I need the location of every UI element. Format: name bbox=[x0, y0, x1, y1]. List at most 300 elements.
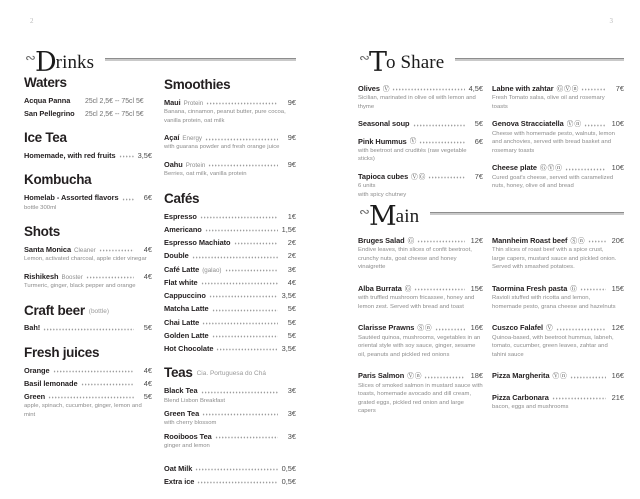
item-name: Black Tea bbox=[164, 386, 198, 396]
leader-dots bbox=[588, 240, 606, 244]
group-smoothies bbox=[164, 78, 296, 179]
nuts-icon: ⓝ bbox=[414, 372, 422, 380]
menu-item bbox=[358, 371, 483, 416]
item-price: 15€ bbox=[611, 283, 624, 293]
ornament-swirl: ∾ bbox=[359, 51, 370, 66]
item-sizes: 25cl 2,5€ -- 75cl 5€ bbox=[85, 111, 144, 119]
menu-item bbox=[492, 323, 624, 359]
item-price: 4,5€ bbox=[468, 84, 483, 93]
item-list bbox=[24, 245, 152, 291]
leader-dots bbox=[208, 164, 278, 168]
leader-dots bbox=[202, 321, 278, 325]
item-list bbox=[24, 323, 152, 332]
menu-item bbox=[164, 265, 296, 274]
dietary-icons bbox=[383, 87, 390, 94]
menu-item bbox=[164, 304, 296, 313]
item-price: 7€ bbox=[615, 84, 624, 93]
group-title: Ice Tea bbox=[24, 130, 67, 146]
item-price: 1,5€ bbox=[281, 224, 296, 234]
menu-item bbox=[164, 291, 296, 300]
item-price: 6€ bbox=[474, 136, 483, 146]
menu-item bbox=[164, 212, 296, 221]
item-name: Rooiboos Tea bbox=[164, 431, 212, 441]
item-name: Chai Latte bbox=[164, 317, 200, 327]
menu-item bbox=[358, 323, 483, 359]
leader-dots bbox=[428, 176, 465, 180]
item-tag: Protein bbox=[183, 100, 204, 108]
item-name: Cheese plate bbox=[492, 163, 537, 173]
column-main-left bbox=[358, 236, 483, 428]
item-name: Bah! bbox=[24, 323, 41, 333]
leader-dots bbox=[424, 375, 465, 379]
section-title-to-share-rest: o Share bbox=[386, 52, 445, 73]
leader-dots bbox=[202, 413, 278, 417]
dietary-icons bbox=[570, 239, 584, 246]
leader-dots bbox=[552, 396, 606, 400]
item-list bbox=[164, 212, 296, 354]
group-waters bbox=[24, 76, 152, 118]
item-list bbox=[492, 84, 624, 191]
leader-dots bbox=[206, 102, 278, 106]
item-name: Tapioca cubes bbox=[358, 172, 409, 181]
gluten-free-icon: Ⓖ bbox=[418, 173, 426, 181]
dietary-icons bbox=[408, 239, 415, 246]
item-description: Thin slices of roast beef with a spice crust, large capers, mustard sauce and pickled onion. Served with smashed potatoes. bbox=[492, 247, 617, 271]
leader-dots bbox=[43, 327, 134, 331]
item-description: ginger and lemon bbox=[164, 443, 210, 450]
item-list bbox=[24, 151, 152, 160]
group-kombucha bbox=[24, 173, 152, 212]
menu-item bbox=[24, 109, 152, 118]
item-tag: Protein bbox=[185, 162, 206, 170]
item-description: Banana, cinnamon, peanut butter, pure cocoa, vanilla protein, oat milk bbox=[164, 109, 286, 124]
item-list bbox=[358, 236, 483, 416]
item-name: Labne with zahtar bbox=[492, 84, 554, 93]
menu-item bbox=[24, 151, 152, 160]
item-name: Orange bbox=[24, 365, 50, 375]
group-ice-tea bbox=[24, 131, 152, 160]
menu-item bbox=[164, 331, 296, 340]
item-list bbox=[164, 386, 296, 450]
leader-dots bbox=[581, 88, 606, 92]
gluten-free-icon: Ⓖ bbox=[570, 285, 577, 293]
ornament-swirl: ∾ bbox=[25, 51, 36, 66]
item-price: 5€ bbox=[287, 317, 296, 327]
item-name: Mannheim Roast beef bbox=[492, 236, 568, 245]
item-list bbox=[358, 84, 483, 199]
item-name: Santa Monica bbox=[24, 244, 72, 254]
menu-item bbox=[358, 119, 483, 128]
item-name: Golden Latte bbox=[164, 330, 209, 340]
divider-rule bbox=[430, 212, 624, 215]
dietary-icons bbox=[540, 166, 562, 173]
item-name: Green Tea bbox=[164, 409, 200, 419]
item-price: 9€ bbox=[287, 133, 296, 143]
gluten-free-icon: Ⓖ bbox=[407, 237, 415, 245]
section-header-to-share bbox=[358, 46, 624, 78]
item-name: San Pellegrino bbox=[24, 109, 75, 119]
item-name: Pink Hummus bbox=[358, 136, 407, 146]
nuts-icon: ⓝ bbox=[560, 372, 567, 380]
item-price: 2€ bbox=[287, 238, 296, 248]
leader-dots bbox=[215, 436, 278, 440]
leader-dots bbox=[225, 268, 279, 272]
item-description: Cheese with homemade pesto, walnuts, lemon and anchovies, served with bread basket and rosemary toasts bbox=[492, 130, 615, 154]
group-shots bbox=[24, 225, 152, 290]
vegan-icon: Ⓥ bbox=[411, 173, 418, 181]
vegetarian-icon: Ⓥ bbox=[566, 121, 574, 129]
item-list bbox=[24, 193, 152, 212]
leader-dots bbox=[212, 335, 278, 339]
item-name: Seasonal soup bbox=[358, 119, 410, 129]
item-price: 1€ bbox=[287, 211, 296, 221]
menu-item bbox=[164, 386, 296, 405]
menu-item bbox=[24, 323, 152, 332]
menu-item bbox=[164, 98, 296, 125]
leader-dots bbox=[209, 295, 278, 299]
item-description: Turmeric, ginger, black pepper and orange bbox=[24, 283, 136, 289]
vegetarian-icon: Ⓥ bbox=[564, 85, 571, 93]
vegan-icon: Ⓥ bbox=[546, 324, 553, 332]
leader-dots bbox=[584, 123, 606, 127]
item-name: Rishikesh bbox=[24, 271, 59, 281]
item-price: 0,5€ bbox=[281, 476, 296, 486]
leader-dots bbox=[570, 375, 606, 379]
spacer bbox=[164, 455, 296, 464]
nuts-icon: ⓝ bbox=[574, 121, 581, 129]
item-price: 4€ bbox=[143, 244, 152, 254]
item-name: Green bbox=[24, 392, 46, 401]
dietary-icons bbox=[570, 287, 577, 294]
leader-dots bbox=[565, 167, 606, 171]
item-description: Blend Lisbon Breakfast bbox=[164, 397, 226, 404]
item-price: 4€ bbox=[143, 271, 152, 281]
item-price: 9€ bbox=[287, 160, 296, 170]
menu-item bbox=[358, 284, 483, 311]
item-description: Sicilian, marinated in olive oil with lemon and thyme bbox=[358, 95, 476, 110]
menu-item bbox=[492, 371, 624, 380]
section-title-to-share bbox=[358, 46, 445, 78]
group-note: (bottle) bbox=[88, 307, 110, 315]
leader-dots bbox=[205, 137, 278, 141]
menu-item bbox=[492, 84, 624, 111]
menu-item bbox=[164, 160, 296, 179]
group-note: Cia. Portuguesa do Chá bbox=[196, 370, 266, 378]
item-price: 3€ bbox=[287, 386, 296, 396]
item-price: 5€ bbox=[143, 392, 152, 401]
group-title bbox=[24, 304, 152, 319]
dietary-icons bbox=[546, 326, 553, 333]
menu-item bbox=[358, 236, 483, 272]
dietary-icons bbox=[557, 87, 579, 94]
item-price: 5€ bbox=[287, 330, 296, 340]
divider-rule bbox=[105, 58, 296, 61]
item-name: Olives bbox=[358, 84, 380, 93]
item-price: 6€ bbox=[143, 193, 152, 203]
menu-item bbox=[24, 392, 152, 419]
leader-dots bbox=[81, 383, 134, 387]
item-name: Pizza Carbonara bbox=[492, 392, 549, 402]
item-list bbox=[24, 96, 152, 119]
item-description: Quinoa-based, with beetroot hummus, labneh, tomato, cucumber, green leaves, zahtar and tahini sauce bbox=[492, 334, 614, 358]
leader-dots bbox=[413, 123, 465, 127]
menu-item bbox=[492, 119, 624, 155]
leader-dots bbox=[580, 288, 606, 292]
item-description: Lemon, activated charcoal, apple cider vinegar bbox=[24, 256, 147, 263]
leader-dots bbox=[195, 467, 278, 471]
leader-dots bbox=[216, 348, 278, 352]
item-name: Taormina Fresh pasta bbox=[492, 283, 568, 293]
group-title: Fresh juices bbox=[24, 344, 100, 360]
item-price: 2€ bbox=[287, 251, 296, 261]
item-description: with truffled mushroom fricassee, honey and lemon zest. Served with bread and toast bbox=[358, 295, 475, 310]
column-drinks-right bbox=[164, 78, 296, 499]
menu-item bbox=[164, 464, 296, 473]
nuts-icon: ⓝ bbox=[555, 164, 562, 172]
item-price: 16€ bbox=[470, 323, 483, 333]
item-price: 16€ bbox=[611, 371, 624, 381]
menu-item bbox=[164, 238, 296, 247]
leader-dots bbox=[99, 249, 134, 253]
item-description: Sautéed quinoa, mushrooms, vegetables in an oriental style with soy sauce, ginger, sesame oil, peanuts and pickled red onions bbox=[358, 334, 481, 358]
item-tag: Booster bbox=[61, 274, 83, 281]
item-description: Berries, oat milk, vanilla protein bbox=[164, 171, 247, 178]
menu-item bbox=[24, 96, 152, 105]
leader-dots bbox=[556, 327, 606, 331]
dropcap-main: M bbox=[369, 201, 396, 232]
leader-dots bbox=[200, 215, 278, 219]
leader-dots bbox=[417, 240, 465, 244]
leader-dots bbox=[53, 369, 134, 373]
item-name: Hot Chocolate bbox=[164, 344, 214, 354]
item-name: Maui bbox=[164, 97, 181, 107]
dietary-icons bbox=[553, 374, 567, 381]
group-craft-beer bbox=[24, 304, 152, 333]
item-price: 7€ bbox=[474, 172, 483, 181]
item-name: Bruges Salad bbox=[358, 236, 405, 245]
menu-item bbox=[164, 409, 296, 428]
gluten-free-icon: Ⓖ bbox=[556, 85, 564, 93]
leader-dots bbox=[414, 288, 465, 292]
leader-dots bbox=[212, 308, 278, 312]
item-price: 3€ bbox=[287, 409, 296, 419]
section-title-drinks-rest: rinks bbox=[55, 52, 95, 73]
menu-item bbox=[164, 344, 296, 353]
item-description: apple, spinach, cucumber, ginger, lemon and mint bbox=[24, 403, 142, 418]
column-to-share-left bbox=[358, 84, 483, 207]
menu-item bbox=[24, 366, 152, 375]
item-tag: Cleaner bbox=[74, 247, 96, 255]
leader-dots bbox=[197, 481, 278, 485]
group-cafes bbox=[164, 192, 296, 354]
column-main-right bbox=[492, 236, 624, 423]
item-price: 5€ bbox=[143, 323, 152, 333]
item-name: Paris Salmon bbox=[358, 371, 405, 381]
item-price: 3,5€ bbox=[137, 151, 152, 161]
item-description: with beetroot and crudités (raw vegetable sticks) bbox=[358, 147, 467, 163]
group-fresh-juices bbox=[24, 346, 152, 420]
item-description: Slices of smoked salmon in mustard sauce with toasts, homemade avocado and dill cream, grated eggs, pickled red onion and large capers bbox=[358, 382, 483, 415]
item-name: Café Latte bbox=[164, 264, 200, 274]
item-name: Extra ice bbox=[164, 476, 195, 486]
item-price: 3€ bbox=[287, 431, 296, 441]
menu-item bbox=[492, 163, 624, 190]
menu-item bbox=[164, 432, 296, 451]
item-price: 15€ bbox=[470, 283, 483, 293]
leader-dots bbox=[201, 282, 278, 286]
item-price: 9€ bbox=[287, 97, 296, 107]
item-description: bacon, eggs and mushrooms bbox=[492, 403, 569, 410]
item-name: Alba Burrata bbox=[358, 283, 402, 293]
group-title bbox=[164, 366, 296, 381]
item-name: Oahu bbox=[164, 160, 183, 170]
vegan-icon: Ⓥ bbox=[409, 138, 417, 146]
leader-dots bbox=[119, 155, 134, 159]
leader-dots bbox=[86, 276, 134, 280]
item-price: 4€ bbox=[287, 277, 296, 287]
item-price: 10€ bbox=[611, 163, 624, 173]
section-title-main-rest: ain bbox=[395, 206, 420, 227]
leader-dots bbox=[192, 255, 278, 259]
section-header-drinks bbox=[24, 46, 296, 78]
item-name: Cuszco Falafel bbox=[492, 323, 544, 333]
menu-item bbox=[164, 225, 296, 234]
menu-item bbox=[164, 251, 296, 260]
dropcap-to-share: T bbox=[369, 47, 387, 78]
leader-dots bbox=[234, 242, 278, 246]
item-name: Pizza Margherita bbox=[492, 371, 550, 381]
item-name: Clarisse Prawns bbox=[358, 323, 415, 333]
dietary-icons bbox=[405, 287, 412, 294]
item-tag: (galao) bbox=[202, 266, 222, 274]
section-title-drinks bbox=[24, 46, 95, 78]
dietary-icons bbox=[407, 374, 421, 381]
spicy-icon: Ⓢ bbox=[417, 324, 424, 332]
dietary-icons bbox=[417, 326, 431, 333]
group-title: Cafés bbox=[164, 190, 200, 206]
item-name: Homemade, with red fruits bbox=[24, 151, 116, 161]
group-title-text: Craft beer bbox=[24, 302, 85, 318]
item-price: 20€ bbox=[611, 236, 624, 245]
item-price: 5€ bbox=[287, 304, 296, 314]
item-description: Ravioli stuffed with ricotta and lemon, homemade pesto, grana cheese and hazelnuts bbox=[492, 295, 616, 310]
menu-item bbox=[24, 272, 152, 291]
vegetarian-icon: Ⓥ bbox=[547, 164, 555, 172]
spicy-icon: Ⓢ bbox=[570, 237, 578, 245]
menu-item bbox=[358, 84, 483, 111]
nuts-icon: ⓝ bbox=[571, 85, 579, 93]
item-list bbox=[24, 366, 152, 420]
nuts-icon: ⓝ bbox=[424, 324, 432, 332]
item-name: Cappuccino bbox=[164, 291, 206, 301]
folio-right: 3 bbox=[609, 17, 613, 25]
item-price: 3,5€ bbox=[281, 291, 296, 301]
item-sizes: 25cl 2,5€ -- 75cl 5€ bbox=[85, 97, 144, 105]
dietary-icons bbox=[411, 175, 425, 182]
menu-item bbox=[24, 193, 152, 212]
item-description: Cured goat's cheese, served with caramelized nuts, honey, olive oil and bread bbox=[492, 174, 614, 190]
menu-item bbox=[358, 172, 483, 199]
ornament-swirl: ∾ bbox=[359, 205, 370, 220]
leader-dots bbox=[392, 88, 465, 92]
item-name: Homelab - Assorted flavors bbox=[24, 193, 119, 203]
group-title-text: Teas bbox=[164, 365, 193, 381]
item-price: 0,5€ bbox=[281, 463, 296, 473]
item-list bbox=[164, 98, 296, 179]
item-price: 21€ bbox=[611, 392, 624, 402]
folio-left: 2 bbox=[30, 17, 34, 25]
item-name: Americano bbox=[164, 224, 202, 234]
group-title: Shots bbox=[24, 224, 61, 240]
item-price: 4€ bbox=[143, 378, 152, 388]
group-title: Kombucha bbox=[24, 172, 92, 188]
item-description: with cherry blossom bbox=[164, 420, 217, 427]
column-drinks-left bbox=[24, 76, 152, 432]
divider-rule bbox=[455, 58, 624, 61]
item-price: 3,5€ bbox=[281, 344, 296, 354]
item-description: 6 units with spicy chutney bbox=[358, 183, 407, 198]
item-price: 4€ bbox=[143, 365, 152, 375]
menu-item bbox=[492, 284, 624, 311]
item-description: Endive leaves, thin slices of confit beetroot, crunchy nuts, goat cheese and honey vinaigrette bbox=[358, 247, 472, 271]
item-description: bottle 300ml bbox=[24, 204, 57, 211]
item-name: Açaí bbox=[164, 133, 180, 143]
menu-item bbox=[358, 137, 483, 164]
item-name: Matcha Latte bbox=[164, 304, 209, 314]
menu-item bbox=[24, 379, 152, 388]
item-description: with guarana powder and fresh orange juice bbox=[164, 144, 280, 151]
item-price: 10€ bbox=[611, 119, 624, 129]
dropcap-drinks: D bbox=[35, 47, 56, 78]
menu-item bbox=[492, 236, 624, 272]
item-name: Espresso bbox=[164, 211, 197, 221]
menu-item bbox=[164, 133, 296, 152]
menu-item bbox=[492, 393, 624, 412]
leader-dots bbox=[205, 229, 278, 233]
group-title: Smoothies bbox=[164, 77, 231, 92]
item-price: 5€ bbox=[474, 119, 483, 129]
gluten-free-icon: Ⓖ bbox=[404, 285, 412, 293]
nuts-icon: ⓝ bbox=[578, 237, 585, 245]
menu-item bbox=[164, 477, 296, 486]
item-price: 3€ bbox=[287, 264, 296, 274]
leader-dots bbox=[419, 140, 465, 144]
item-name: Espresso Machiato bbox=[164, 238, 231, 248]
vegetarian-icon: Ⓥ bbox=[552, 372, 560, 380]
item-price: 12€ bbox=[611, 323, 624, 333]
vegan-icon: Ⓥ bbox=[382, 85, 390, 93]
menu-item bbox=[164, 318, 296, 327]
item-tag: Energy bbox=[182, 135, 203, 143]
item-price: 12€ bbox=[470, 236, 483, 245]
item-name: Double bbox=[164, 251, 189, 261]
item-name: Oat Milk bbox=[164, 463, 193, 473]
item-price: 18€ bbox=[470, 371, 483, 381]
dietary-icons bbox=[410, 139, 417, 146]
vegetarian-icon: Ⓥ bbox=[407, 372, 414, 380]
item-name: Basil lemonade bbox=[24, 378, 78, 388]
leader-dots bbox=[122, 197, 134, 201]
gluten-free-icon: Ⓖ bbox=[540, 164, 547, 172]
menu-item bbox=[164, 278, 296, 287]
group-teas bbox=[164, 366, 296, 486]
item-description: Fresh Tomato salsa, olive oil and rosemary toasts bbox=[492, 95, 605, 110]
leader-dots bbox=[201, 390, 278, 394]
group-title: Waters bbox=[24, 75, 67, 90]
item-list bbox=[492, 236, 624, 411]
item-name: Genova Stracciatella bbox=[492, 119, 564, 129]
item-name: Flat white bbox=[164, 277, 198, 287]
